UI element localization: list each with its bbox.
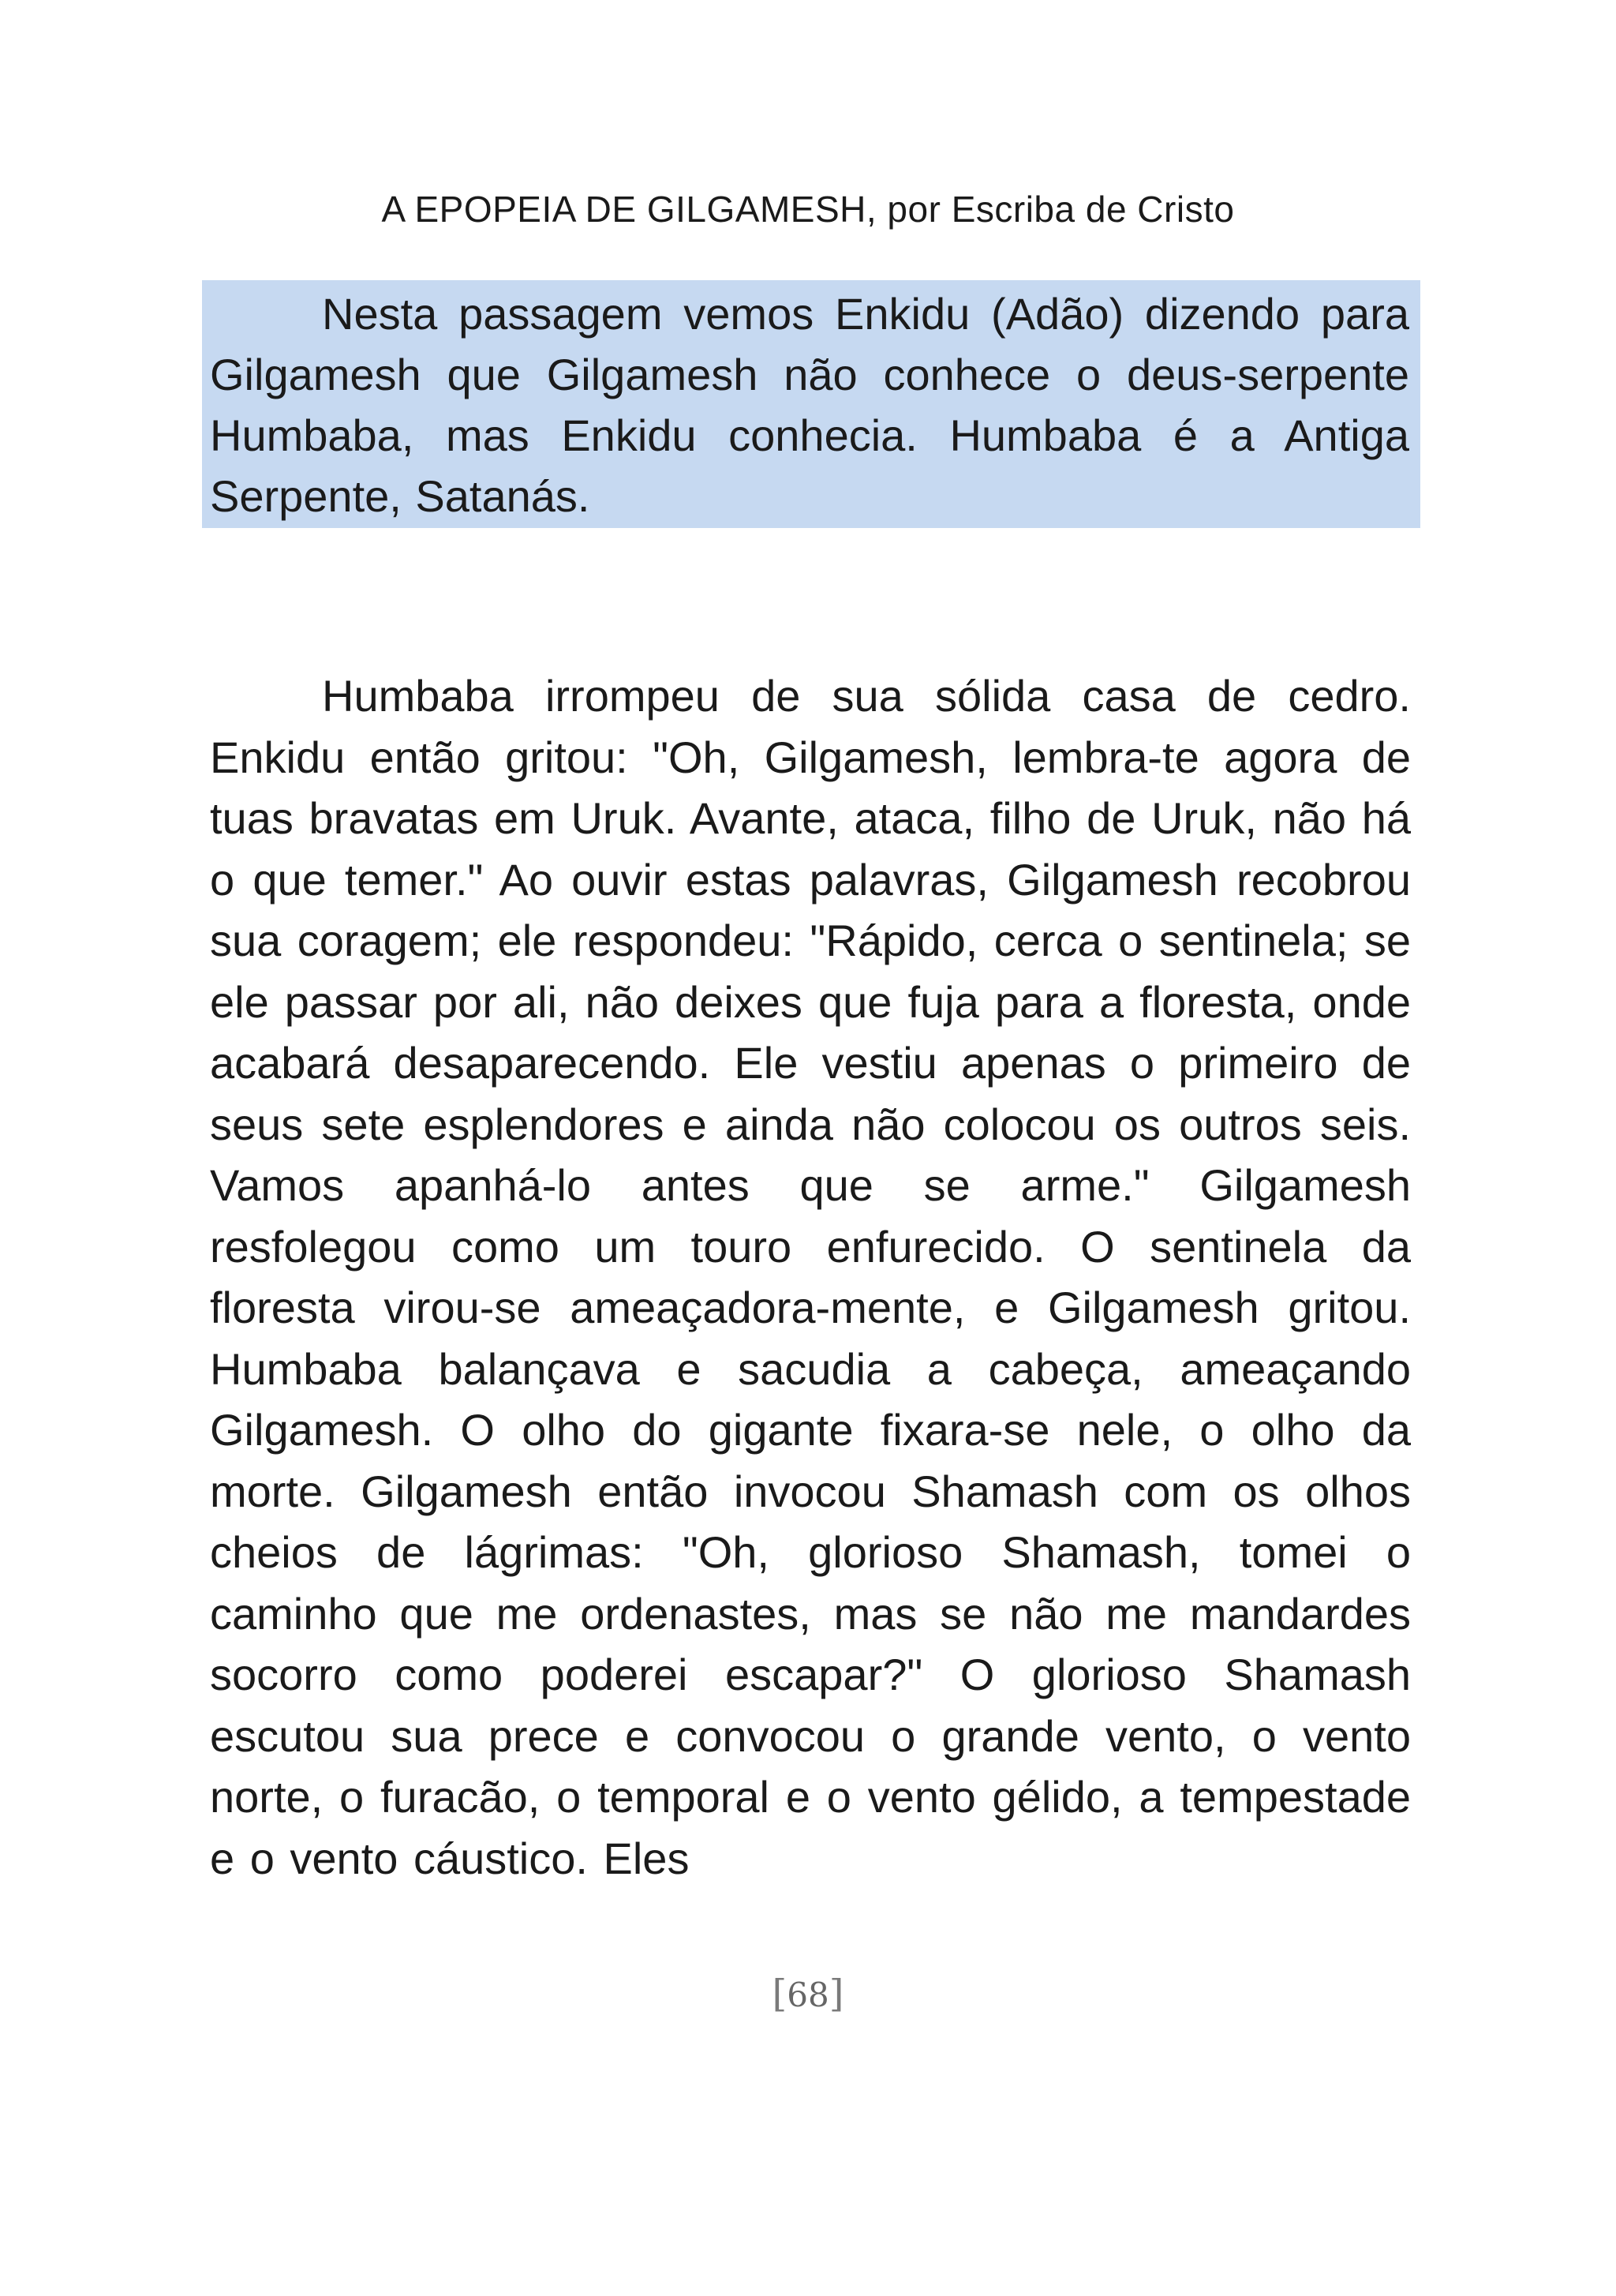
page-number-value: 68	[787, 1976, 829, 2014]
highlighted-note-text: Nesta passagem vemos Enkidu (Adão) dizendo para Gilgamesh que Gilgamesh não conhece o deus-serpente Humbaba, mas Enkidu conhecia. Humbaba é a Antiga Serpente, Satanás.	[210, 289, 1409, 521]
running-header: A EPOPEIA DE GILGAMESH, por Escriba de Cristo	[381, 189, 1235, 230]
highlighted-note-box	[202, 280, 1420, 528]
page-number-bracket-open: [	[772, 1972, 787, 2016]
body-paragraph: Humbaba irrompeu de sua sólida casa de cedro. Enkidu então gritou: "Oh, Gilgamesh, lembra-te agora de tuas bravatas em Uruk. Avante, ataca, filho de Uruk, não há o que temer." Ao ouvir estas palavras, Gilgamesh recobrou sua coragem; ele respondeu: "Rápido, cerca o sentinela; se ele passar por ali, não deixes que fuja para a floresta, onde acabará desaparecendo. Ele vestiu apenas o primeiro de seus sete esplendores e ainda não colocou os outros seis. Vamos apanhá-lo antes que se arme." Gilgamesh resfolegou como um touro enfurecido. O sentinela da floresta virou-se ameaçadora-mente, e Gilgamesh gritou. Humbaba balançava e sacudia a cabeça, ameaçando Gilgamesh. O olho do gigante fixara-se nele, o olho da morte. Gilgamesh então invocou Shamash com os olhos cheios de lágrimas: "Oh, glorioso Shamash, tomei o caminho que me ordenastes, mas se não me mandardes socorro como poderei escapar?" O glorioso Shamash escutou sua prece e convocou o grande vento, o vento norte, o furacão, o temporal e o vento gélido, a tempestade e o vento cáustico. Eles	[210, 671, 1411, 1883]
page-number	[0, 1972, 1616, 2016]
page-number-bracket-close: ]	[829, 1972, 844, 2016]
